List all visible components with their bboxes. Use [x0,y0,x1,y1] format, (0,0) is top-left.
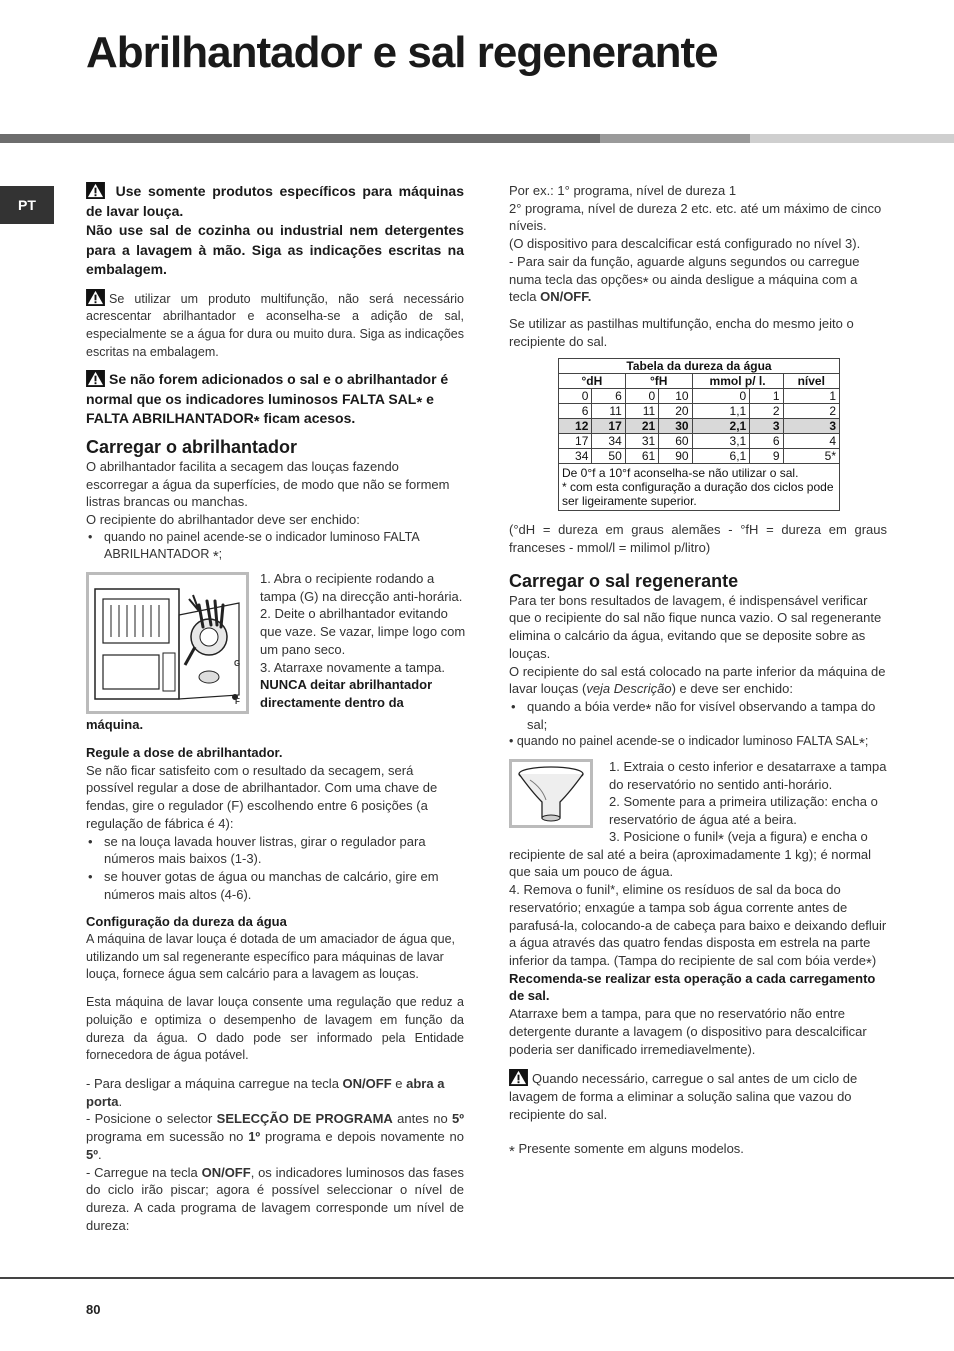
figure-label-f: F [235,697,240,707]
warning-icon [509,1069,528,1086]
header-bar-mid [600,134,750,143]
salt-location: O recipiente do sal está colocado na parte inferior da máquina de lavar louças (veja Descrição) e deve ser enchido: [509,663,886,697]
rinse-step-3-warning: NUNCA deitar abrilhantador directamente dentro da [260,677,433,710]
rinse-aid-intro: O abrilhantador facilita a secagem das louças fazendo escorregar a água da superfícies, de modo que não se formem listras brancas ou manchas. [86,458,450,510]
warning-indicators: Se não forem adicionados o sal e o abrilhantador é normal que os indicadores luminosos FALTA SAL* e FALTA ABRILHANTADOR* ficam acesos. [86,371,449,431]
rinse-step-3: 3. Atarraxe novamente a tampa. [260,659,445,675]
hardness-step-3: - Carregue na tecla ON/OFF, os indicadores luminosos das fases do ciclo irão piscar; agora é possível seleccionar o nível de dureza. A cada programa de lavagem corresponde um nível de dureza: [86,1164,464,1233]
table-row: 0 6 0 10 0 1 1 [559,389,840,404]
header-bar-dark [0,134,600,143]
heading-rinse-aid: Carregar o abrilhantador [86,436,298,457]
salt-steps-top [609,758,889,829]
table-header-mmol: mmol p/ l. [692,374,783,389]
warning-icon [86,370,105,387]
table-row: 17 34 31 60 3,1 6 4 [559,434,840,449]
example-2: 2° programa, nível de dureza 2 etc. etc. até um máximo de cinco níveis. [509,200,882,234]
left-column [86,182,464,1234]
table-note: De 0°f a 10°f aconselha-se não utilizar o sal. * com esta configuração a duração dos ciclos pode ser ligeiramente superior. [559,464,840,511]
table-header-level: nível [783,374,839,389]
footnote: * Presente somente em alguns modelos. [509,1141,744,1161]
table-row: 6 11 11 20 1,1 2 2 [559,404,840,419]
rinse-aid-figure [86,572,249,714]
warning-salt-before-cycle: Quando necessário, carregue o sal antes de um ciclo de lavagem de forma a eliminar a solução salina que vazou do recipiente do sal. [509,1071,858,1122]
warning-icon [86,289,105,306]
example-4: - Para sair da função, aguarde alguns segundos ou carregue numa tecla das opções* ou ainda desligue a máquina com a tecla ON/OFF. [509,253,860,305]
salt-step-2: 2. Somente para a primeira utilização: encha o reservatório de água até a beira. [609,794,878,828]
right-column [509,182,887,1161]
heading-dose: Regule a dose de abrilhantador. [86,745,283,761]
salt-step-1: 1. Extraia o cesto inferior e desatarraxe a tampa do reservatório no sentido anti-horário. [609,759,887,792]
multi-tablets: Se utilizar as pastilhas multifunção, encha do mesmo jeito o recipiente do sal. [509,315,854,349]
table-caption: Tabela da dureza da água [559,359,840,374]
dose-bullet-2: • se houver gotas de água ou manchas de calcário, gire em números mais altos (4-6). [86,868,464,903]
salt-figure-block [509,759,887,829]
hardness-text-1: A máquina de lavar louça é dotada de um amaciador de água que, utilizando um sal regenerante específico para máquinas de lavar louça, fornece água sem calcário para a lavagem as louças. [86,932,456,982]
page-title: Abrilhantador e sal regenerante [86,28,718,77]
table-header-dh: °dH [559,374,626,389]
example-1: Por ex.: 1° programa, nível de dureza 1 [509,183,737,198]
hardness-step-1: - Para desligar a máquina carregue na tecla ON/OFF e abra a porta. [86,1075,445,1109]
hardness-step-2: - Posicione o selector SELECÇÃO DE PROGRAMA antes no 5º programa em sucessão no 1º programa e depois novamente no 5º. [86,1111,465,1162]
rinse-step-3-warning-end: máquina. [86,717,144,733]
table-header-fh: °fH [625,374,692,389]
table-row-factory: 12 17 21 30 2,1 3 3 [559,419,840,434]
dispenser-illustration [89,575,246,711]
warning-icon [86,182,105,199]
units-legend: (°dH = dureza em graus alemães - °fH = dureza em graus franceses - mmol/l = milimol p/litro) [509,522,887,556]
heading-hardness: Configuração da dureza da água [86,914,287,930]
rinse-aid-steps [260,570,466,712]
salt-bullet-2: • quando no painel acende-se o indicador luminoso FALTA SAL*; [509,734,869,753]
heading-salt: Carregar o sal regenerante [509,570,739,591]
rinse-aid-when: O recipiente do abrilhantador deve ser enchido: [86,511,360,527]
funnel-icon [512,762,590,825]
funnel-figure [509,759,593,828]
salt-step-3: 3. Posicione o funil* (veja a figura) e encha o recipiente de sal até a beira (aproximadamente 1 kg); é normal que saia um pouco de água. [509,829,872,880]
salt-bullet-1: • quando a bóia verde* não for visível observando a tampa do sal; [509,698,887,733]
salt-intro: Para ter bons resultados de lavagem, é indispensável verificar que o recipiente do sal não fique nunca vazio. O sal regenerante elimina o calcário da água, evitando que se deposite sobre as louças. [509,592,882,661]
salt-tighten: Atarraxe bem a tampa, para que no reservatório não entre detergente durante a lavagem (o dispositivo para descalcificar poderia ser danificado irremediavelmente). [509,1006,867,1057]
rinse-step-1: 1. Abra o recipiente rodando a tampa (G) na direcção anti-horária. [260,571,463,604]
language-tab: PT [0,186,54,224]
example-3: (O dispositivo para descalcificar está configurado no nível 3). [509,236,861,252]
hardness-text-2: Esta máquina de lavar louça consente uma regulação que reduz a poluição e optimiza o desempenho de lavagem em função da dureza da água. O dado pode ser informado pela Entidade fornecedora de água potável. [86,995,464,1063]
salt-recommendation: Recomenda-se realizar esta operação a cada carregamento de sal. [509,970,876,1004]
warning-products: Use somente produtos específicos para máquinas de lavar louça. Não use sal de cozinha ou industrial nem detergentes para a lavagem à mão. Siga as indicações escritas na embalagem. [86,183,465,277]
figure-label-g: G [234,659,241,669]
rinse-step-2: 2. Deite o abrilhantador evitando que vaze. Se vazar, limpe logo com um pano seco. [260,606,466,657]
footer-rule [0,1277,954,1279]
rinse-aid-figure-block [86,570,464,734]
warning-multifunction: Se utilizar um produto multifunção, não será necessário acrescentar abrilhantador e aconselha-se a adição de sal, especialmente se a água for dura ou muito dura. Siga as indicações escritas na embalagem. [86,289,464,362]
header-bar-light [750,134,954,143]
salt-step-4: 4. Remova o funil*, elimine os resíduos de sal da boca do reservatório; enxagúe a tampa sob água corrente antes de parafusá-la, colocando-a de cabeça para baixo e deixando defluir a água através das quatro fendas disposta em estrela na parte inferior da tampa. (Tampa do recipiente de sal com bóia verde*) [509,882,887,972]
page-number: 80 [86,1302,101,1317]
rinse-aid-bullet: • quando no painel acende-se o indicador luminoso FALTA ABRILHANTADOR *; [86,529,464,564]
hardness-table [558,358,840,511]
dose-text: Se não ficar satisfeito com o resultado da secagem, será possível regular a dose de abrilhantador. Com uma chave de fendas, gire o regulador (F) escolhendo entre 6 posições (a regulação de fábrica é 4): [86,762,438,831]
dose-bullet-1: • se na louça lavada houver listras, girar o regulador para números mais baixos (1-3). [86,833,464,868]
table-row: 34 50 61 90 6,1 9 5* [559,449,840,464]
